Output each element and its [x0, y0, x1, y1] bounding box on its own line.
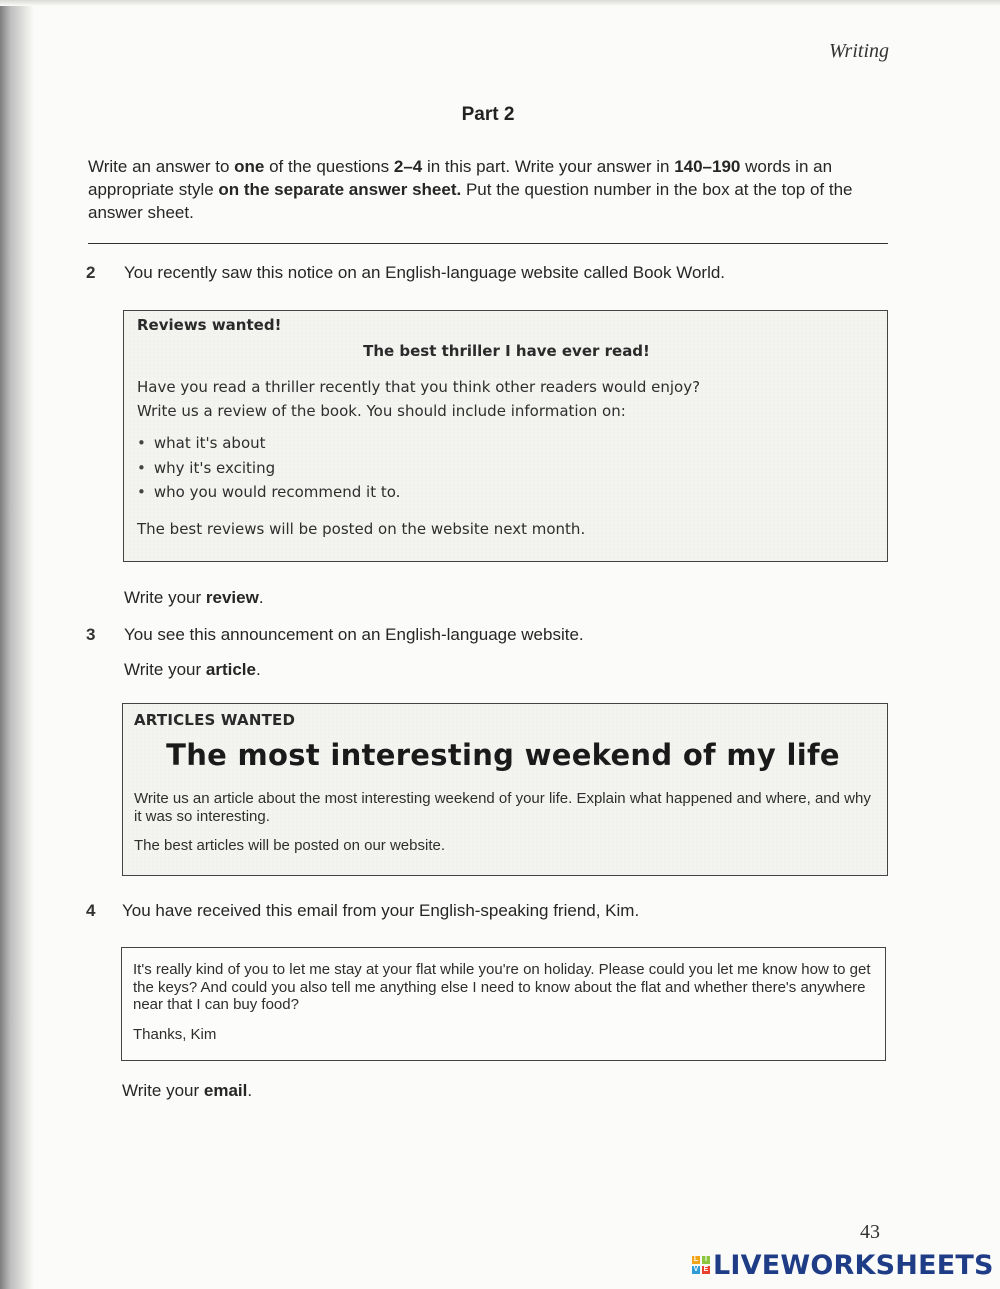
question-2-task: Write your review.	[124, 588, 264, 607]
question-4-prompt: You have received this email from your English-speaking friend, Kim.	[122, 901, 640, 920]
notice-subheading: The best thriller I have ever read!	[363, 342, 650, 360]
notice-line-1: Have you read a thriller recently that you think other readers would enjoy?	[137, 378, 701, 396]
list-item: • what it's about	[137, 431, 400, 456]
articles-announcement-box	[122, 703, 888, 876]
logo-wordmark: LIVEWORKSHEETS	[713, 1249, 994, 1281]
email-signoff: Thanks, Kim	[133, 1026, 217, 1043]
question-3-task: Write your article.	[124, 660, 261, 679]
question-4-task: Write your email.	[122, 1081, 253, 1100]
logo-letter: L	[693, 1256, 699, 1263]
email-body: It's really kind of you to let me stay at your flat while you're on holiday. Please could you let me know how to get the keys? And could you also tell me anything else I need to know about the flat and whether there's anywhere near that I can buy food?	[133, 961, 871, 1013]
page-number: 43	[860, 1221, 880, 1243]
instructions-paragraph: Write an answer to one of the questions 2–4 in this part. Write your answer in 140–190 words in an appropriate style on the separate answer sheet. Put the question number in the box at the top of the answer sheet.	[88, 157, 853, 222]
section-header: Writing	[828, 40, 889, 62]
notice-bullet-list	[137, 431, 400, 505]
logo-letter: V	[693, 1266, 699, 1273]
notice-heading: Reviews wanted!	[137, 316, 282, 334]
question-number-3: 3	[86, 625, 96, 644]
announcement-footer: The best articles will be posted on our website.	[134, 837, 445, 854]
page-top-edge	[0, 0, 1000, 6]
email-box	[121, 947, 886, 1061]
announcement-paragraph: Write us an article about the most interesting weekend of your life. Explain what happened and where, and why it was so interesting.	[134, 790, 871, 825]
liveworksheets-logo	[692, 1250, 994, 1280]
section-divider	[88, 243, 888, 244]
question-3-prompt: You see this announcement on an English-language website.	[124, 625, 584, 644]
notice-footer: The best reviews will be posted on the website next month.	[137, 520, 586, 538]
question-number-4: 4	[86, 901, 96, 920]
reviews-notice-box	[123, 310, 888, 562]
page-spine-shadow	[0, 0, 34, 1289]
question-2-prompt: You recently saw this notice on an English-language website called Book World.	[124, 263, 726, 282]
announcement-title: The most interesting weekend of my life	[166, 738, 840, 772]
logo-letter: E	[703, 1266, 709, 1273]
list-item: • who you would recommend it to.	[137, 480, 400, 505]
announcement-heading: ARTICLES WANTED	[134, 711, 296, 729]
logo-grid-icon	[692, 1256, 710, 1274]
logo-letter: I	[702, 1256, 710, 1264]
list-item: • why it's exciting	[137, 456, 400, 481]
part-title: Part 2	[461, 104, 515, 125]
notice-line-2: Write us a review of the book. You should include information on:	[137, 402, 626, 420]
question-number-2: 2	[86, 263, 96, 282]
